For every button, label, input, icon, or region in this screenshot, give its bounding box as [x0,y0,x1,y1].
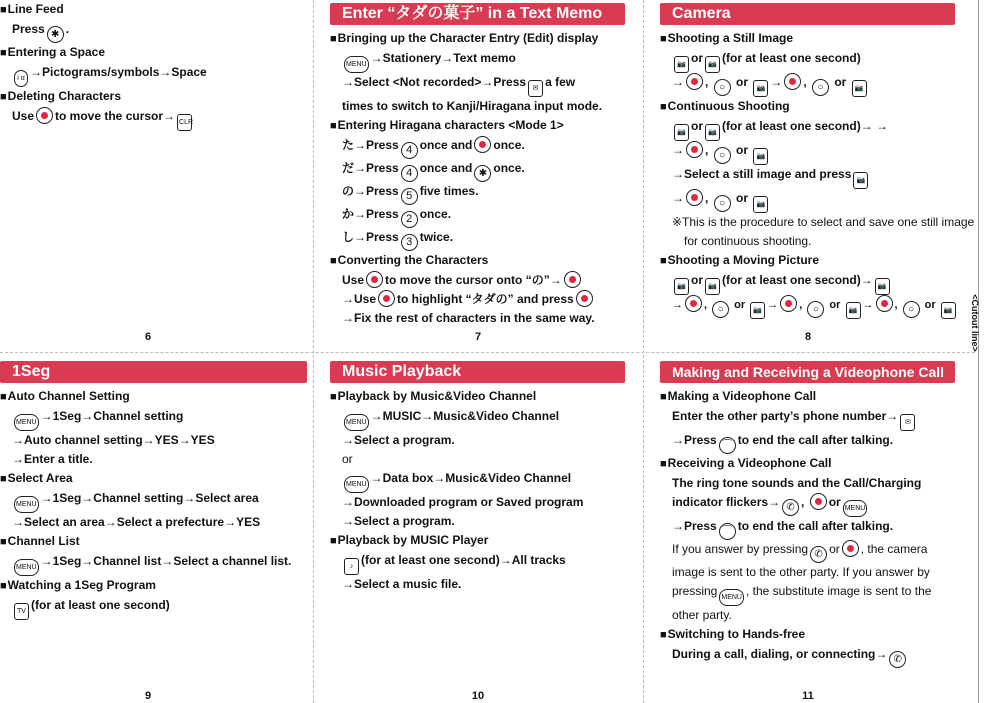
key-4-icon: 4 [401,165,418,182]
section-line-feed: ■Line Feed Press ✱ . [0,0,320,43]
side-camera-key-icon: 📷 [941,302,956,319]
page-number: 7 [474,331,482,343]
heading: Making a Videophone Call [667,389,817,403]
center-key-icon [685,295,702,312]
center-key-icon [576,290,593,307]
center-key-icon [686,141,703,158]
panel-camera [660,0,980,319]
down-key-icon [564,271,581,288]
menu-key-icon: MENU [344,414,369,431]
heading: Deleting Characters [7,89,122,103]
heading: Playback by Music&Video Channel [337,389,537,403]
menu-key-icon: MENU [344,56,369,73]
section-making-call: ■Making a Videophone Call Enter the other party’s phone number→ ✉ →Press ⌒ to end the call after talking. [660,387,980,454]
section-band-title: Making and Receiving a Videophone Call [660,361,955,383]
key-3-icon: 3 [401,234,418,251]
side-camera-key-icon: 📷 [753,80,768,97]
section-watching: ■Watching a 1Seg Program TV (for at least one second) [0,576,320,620]
camera-key-icon: 📷 [674,278,689,295]
center-key-icon [876,295,893,312]
center-key-icon [686,189,703,206]
heading: Line Feed [7,2,64,16]
camera-key-icon: 📷 [875,278,890,295]
panel-line-feed [0,0,320,131]
start-key-icon: ✆ [810,546,827,563]
page-number: 11 [802,690,814,702]
panel-videophone [660,358,980,668]
section-auto-channel: ■Auto Channel Setting MENU →1Seg→Channel setting →Auto channel setting→YES→YES →Enter a title. [0,389,215,466]
side-camera-key-icon: 📷 [753,196,768,213]
section-band-title: Camera [660,3,955,25]
menu-key-icon: MENU [344,476,369,493]
camera-key-icon: 📷 [674,56,689,73]
heading: Receiving a Videophone Call [667,456,832,470]
key-2-icon: 2 [401,211,418,228]
center-key-icon [810,493,827,510]
heading: Entering Hiragana characters <Mode 1> [337,118,564,132]
page-number: 8 [804,331,812,343]
center-key-icon [780,295,797,312]
section-band-title: Enter “タダの菓子” in a Text Memo [330,3,625,25]
section-band-title: 1Seg [0,361,307,383]
section-hands-free: ■Switching to Hands-free During a call, dialing, or connecting→ ✆ [660,625,980,668]
o-key-icon: ○ [812,79,829,96]
heading: Watching a 1Seg Program [7,578,156,592]
heading: Shooting a Moving Picture [667,253,819,267]
camera-key-icon: 📷 [853,172,868,189]
side-camera-key-icon: 📷 [846,302,861,319]
section-moving-picture: ■Shooting a Moving Picture 📷 or 📷 (for at least one second)→ 📷 → , ○ or 📷 → , ○ or 📷 → , ○ or 📷 [660,251,980,319]
side-camera-key-icon: 📷 [705,278,720,295]
panel-text-memo [330,0,650,328]
cutout-label: <Cutout line> [970,294,981,352]
i-alpha-key-icon: i α [14,70,28,87]
section-entering-space: ■Entering a Space i α →Pictograms/symbols→Space [0,43,320,87]
section-continuous: ■Continuous Shooting 📷 or 📷 (for at least one second)→ → → , ○ or 📷 →Select a still image and press 📷 → , ○ or 📷 ※This is the procedure to select and save one still image for continuous shooting. [660,97,980,251]
menu-key-icon: MENU [14,496,39,513]
end-key-icon: ⌒ [719,437,736,454]
right-key-icon [474,136,491,153]
menu-key-icon: MENU [14,559,39,576]
panel-music [330,358,650,594]
tv-key-icon: TV [14,603,29,620]
side-camera-key-icon: 📷 [750,302,765,319]
side-camera-key-icon: 📷 [705,124,720,141]
section-music-video-channel: ■Playback by Music&Video Channel MENU →MUSIC→Music&Video Channel →Select a program. or MENU →Data box→Music&Video Channel →Downloaded program or Saved program →Select a program. [330,389,584,528]
o-key-icon: ○ [714,79,731,96]
heading: Continuous Shooting [667,99,790,113]
menu-key-icon: MENU [843,500,868,517]
side-camera-key-icon: 📷 [753,148,768,165]
key-5-icon: 5 [401,188,418,205]
heading: Playback by MUSIC Player [337,533,489,547]
section-receiving-call: ■Receiving a Videophone Call The ring tone sounds and the Call/Charging indicator flickers→ ✆ , or MENU →Press ⌒ to end the call after talking. If you answer by pressing ✆ or , the camera image is sent to the other party. If you answer by pressing MENU , the substitute image is sent to the other party. [660,456,932,622]
center-key-icon [784,73,801,90]
panel-1seg [0,358,320,620]
section-select-area: ■Select Area MENU →1Seg→Channel setting→Select area →Select an area→Select a prefecture→YES [0,471,261,529]
start-key-icon: ✆ [889,651,906,668]
section-deleting: ■Deleting Characters Use to move the cursor→ CLR [0,87,320,131]
o-key-icon: ○ [714,195,731,212]
section-converting: ■Converting the Characters Use to move the cursor onto “の”→ →Use to highlight “タダの” and press →Fix the rest of characters in the same way. [330,253,595,325]
left-right-key-icon [366,271,383,288]
side-camera-key-icon: 📷 [852,80,867,97]
o-key-icon: ○ [903,301,920,318]
section-bringing-up: ■Bringing up the Character Entry (Edit) display MENU →Stationery→Text memo →Select <Not recorded>→Press ✉ a few times to switch to Kanji/Hiragana input mode. [330,31,603,113]
heading: Shooting a Still Image [667,31,793,45]
start-key-icon: ✆ [782,499,799,516]
heading: Auto Channel Setting [7,389,130,403]
heading: Switching to Hands-free [667,627,805,641]
o-key-icon: ○ [807,301,824,318]
horizontal-divider [0,352,975,353]
key-4-icon: 4 [401,142,418,159]
center-key-icon [842,540,859,557]
section-hiragana: ■Entering Hiragana characters <Mode 1> た→Press 4 once and once. だ→Press 4 once and ✱ once. の→Press 5 five times. か→Press 2 once. し→Press 3 twice. [330,116,650,251]
o-key-icon: ○ [714,147,731,164]
section-channel-list: ■Channel List MENU →1Seg→Channel list→Select a channel list. [0,532,320,576]
menu-key-icon: MENU [719,589,744,606]
page-number: 10 [471,690,485,702]
multi-key-icon [36,107,53,124]
heading: Channel List [7,534,80,548]
page-number: 9 [144,690,152,702]
heading: Converting the Characters [337,253,489,267]
clr-key-icon: CLR [177,114,192,131]
asterisk-key-icon: ✱ [474,165,491,182]
note: ※This is the procedure to select and save one still image for continuous shooting. [672,215,975,248]
end-key-icon: ⌒ [719,523,736,540]
multi-key-icon [378,290,395,307]
menu-key-icon: MENU [14,414,39,431]
music-key-icon: ♪ [344,558,359,575]
side-camera-key-icon: 📷 [705,56,720,73]
page-number: 6 [144,331,152,343]
heading: Select Area [7,471,73,485]
section-still-image: ■Shooting a Still Image 📷 or 📷 (for at least one second) → , ○ or 📷 → , ○ or 📷 [660,29,980,97]
camera-key-icon: 📷 [674,124,689,141]
mail-key-icon: ✉ [900,414,915,431]
heading: Entering a Space [7,45,106,59]
section-music-player: ■Playback by MUSIC Player ♪ (for at least one second)→All tracks →Select a music file. [330,533,566,591]
heading: Bringing up the Character Entry (Edit) display [337,31,599,45]
section-band-title: Music Playback [330,361,625,383]
asterisk-key-icon: ✱ [47,26,64,43]
mail-key-icon: ✉ [528,80,543,97]
o-key-icon: ○ [712,301,729,318]
center-key-icon [686,73,703,90]
